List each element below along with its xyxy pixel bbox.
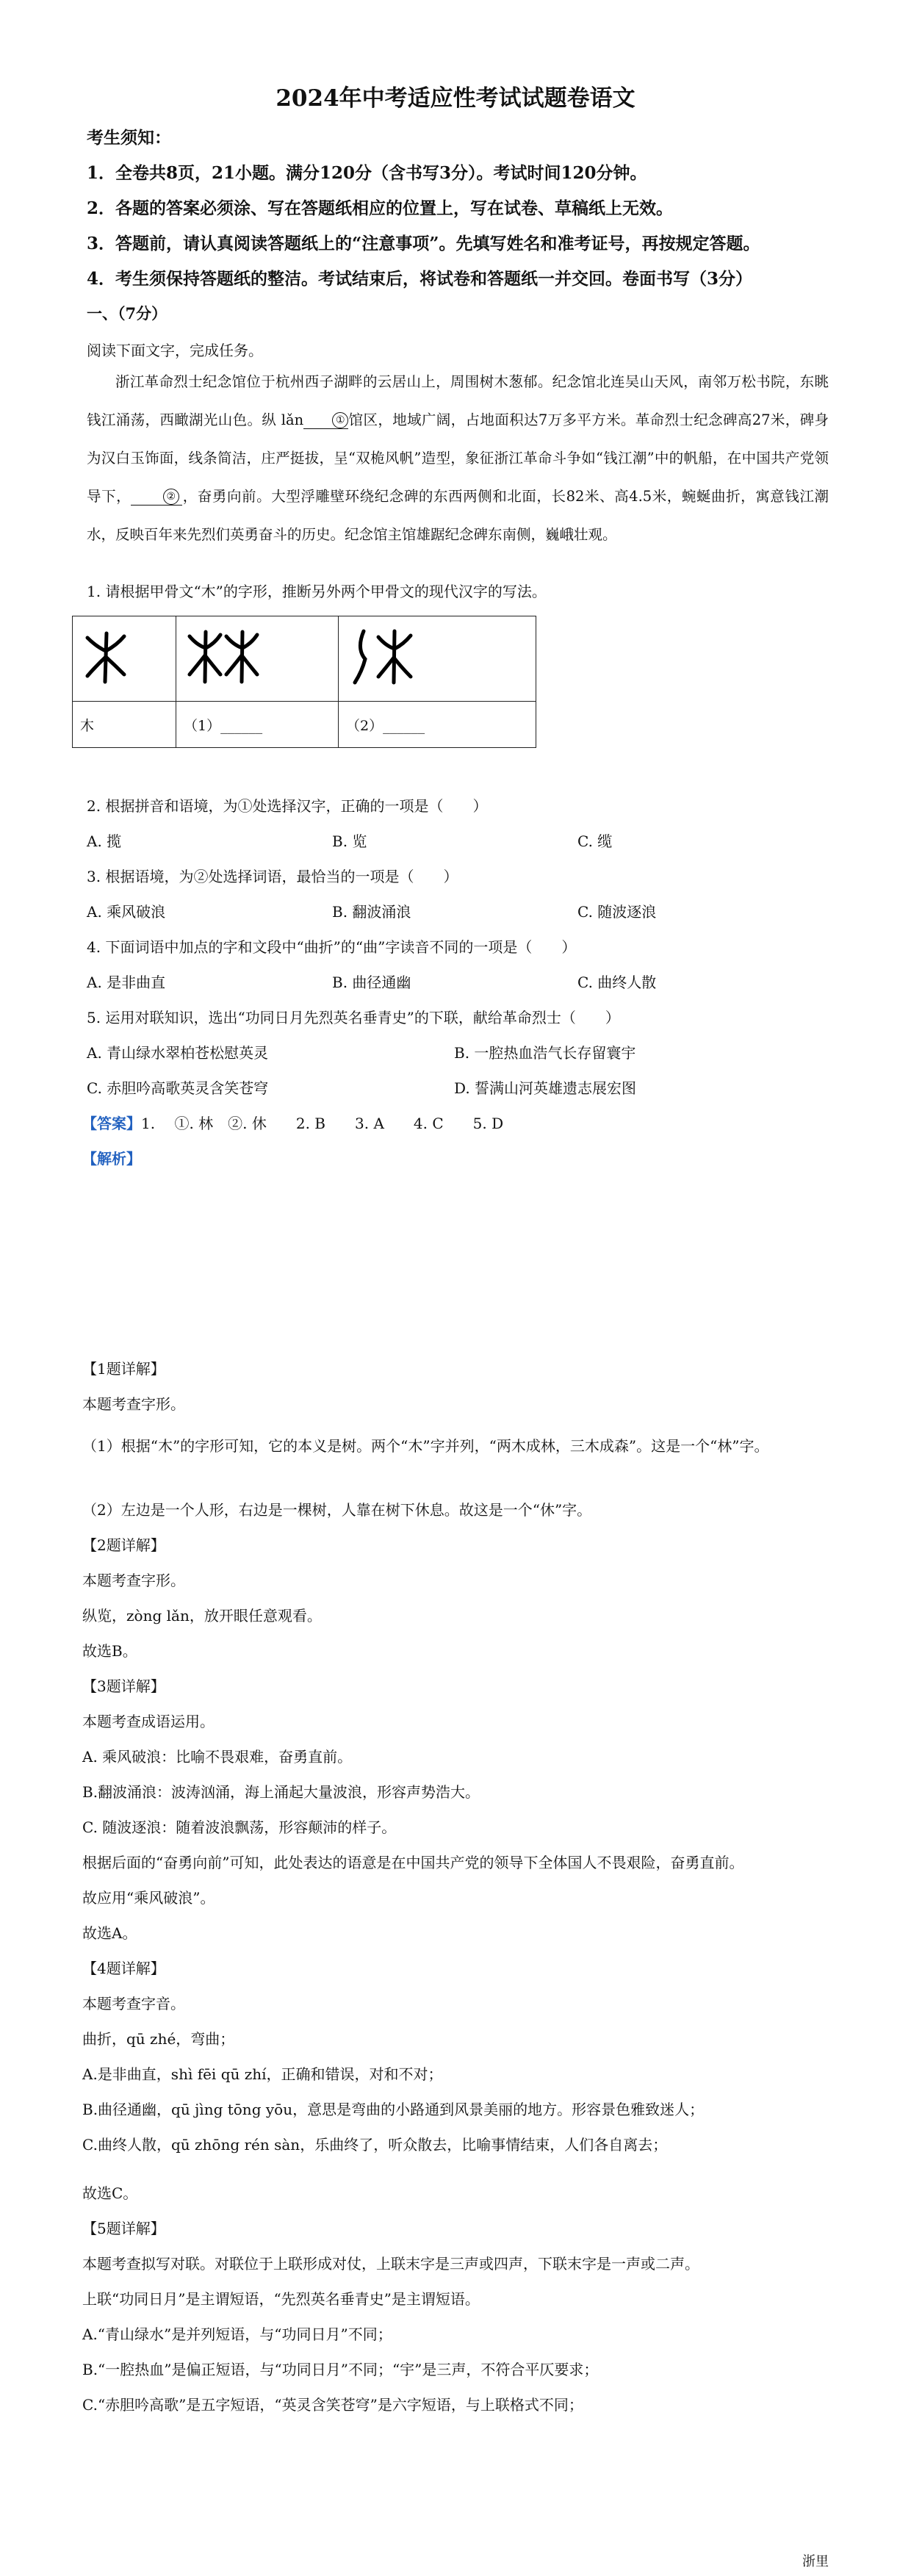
notice-item-3: 3．答题前，请认真阅读答题纸上的“注意事项”。先填写姓名和准考证号，再按规定答题。	[87, 234, 760, 253]
explanation-1-heading: 【1题详解】	[82, 1360, 165, 1378]
oracle-answer-1[interactable]: （1）______	[176, 702, 339, 748]
passage-part-3: ，奋勇向前。大型浮雕壁环绕纪念碑的东西两侧和北面，长82米、高4.5米，蜿蜒曲折，寓意钱江潮水，反映百年来先烈们英勇奋斗的历史。纪念馆主馆雄踞纪念碑东南侧，巍峨壮观。	[87, 488, 829, 543]
q2-prompt: 2. 根据拼音和语境，为①处选择汉字，正确的一项是（ ）	[87, 797, 488, 815]
explanation-5-line: 本题考查拟写对联。对联位于上联形成对仗，上联末字是三声或四声，下联末字是一声或二声。	[82, 2255, 699, 2273]
blank-1-mark: ①	[332, 412, 348, 428]
explanation-4-line: 故选C。	[82, 2184, 138, 2202]
q5-option-d[interactable]: D. 誓满山河英雄遗志展宏图	[454, 1079, 637, 1097]
passage-part-1: 浙江革命烈士纪念馆位于杭州西子湖畔的云居山上，周围树木葱郁。纪念馆北连吴山天风，南邻万松书院，东眺钱江涌荡，西瞰湖光山色。纵 lǎn	[87, 373, 829, 428]
q5-option-a[interactable]: A. 青山绿水翠柏苍松慰英灵	[87, 1044, 269, 1062]
blank-2[interactable]	[131, 489, 182, 506]
q2-option-a[interactable]: A. 揽	[87, 832, 122, 850]
explanation-5-line: A.“青山绿水”是并列短语，与“功同日月”不同；	[82, 2325, 392, 2343]
explanation-5-line: B.“一腔热血”是偏正短语，与“功同日月”不同；“宇”是三声，不符合平仄要求；	[82, 2361, 599, 2378]
oracle-answer-2[interactable]: （2）______	[339, 702, 536, 748]
oracle-mu-glyph	[80, 627, 132, 686]
q5-prompt: 5. 运用对联知识，选出“功同日月先烈英名垂青史”的下联，献给革命烈士（ ）	[87, 1009, 620, 1026]
oracle-cell-1	[73, 616, 176, 702]
q5-option-b[interactable]: B. 一腔热血浩气长存留寰宇	[454, 1044, 636, 1062]
explanation-1-line: 本题考查字形。	[82, 1395, 185, 1413]
q3-option-a[interactable]: A. 乘风破浪	[87, 903, 166, 921]
explanation-3-heading: 【3题详解】	[82, 1677, 165, 1695]
explanation-4-line: 本题考查字音。	[82, 1995, 185, 2012]
q5-option-c[interactable]: C. 赤胆吟高歌英灵含笑苍穹	[87, 1079, 269, 1097]
notice-item-4: 4．考生须保持答题纸的整洁。考试结束后，将试卷和答题纸一并交回。卷面书写（3分）	[87, 269, 753, 289]
notice-item-2: 2．各题的答案必须涂、写在答题纸相应的位置上，写在试卷、草稿纸上无效。	[87, 198, 674, 218]
answer-line	[82, 1112, 503, 1134]
explanation-4-line: A.是非曲直，shì fēi qū zhí，正确和错误，对和不对；	[82, 2065, 443, 2083]
explanation-3-line: C. 随波逐浪：随着波浪飘荡，形容颠沛的样子。	[82, 1818, 397, 1836]
explanation-5-line: C.“赤胆吟高歌”是五字短语，“英灵含笑苍穹”是六字短语，与上联格式不同；	[82, 2396, 583, 2414]
explanation-2-line: 纵览，zòng lǎn，放开眼任意观看。	[82, 1607, 322, 1625]
explanation-3-line: 本题考查成语运用。	[82, 1713, 215, 1730]
explanation-4-heading: 【4题详解】	[82, 1960, 165, 1977]
section-heading: 一、（7分）	[87, 304, 168, 323]
analysis-tag: 【解析】	[82, 1150, 141, 1168]
answer-tag: 【答案】	[82, 1115, 141, 1132]
blank-2-mark: ②	[163, 489, 179, 505]
oracle-cell-2	[176, 616, 339, 702]
explanation-3-line: A. 乘风破浪：比喻不畏艰难，奋勇直前。	[82, 1748, 353, 1766]
passage	[87, 363, 829, 554]
oracle-cell-3	[339, 616, 536, 702]
explanation-3-line: 故选A。	[82, 1924, 137, 1942]
blank-1[interactable]	[303, 412, 348, 429]
page-title: 2024年中考适应性考试试题卷语文	[276, 85, 635, 112]
explanation-1-line: （1）根据“木”的字形可知，它的本义是树。两个“木”字并列，“两木成林，三木成森”。这是一个“林”字。	[82, 1437, 769, 1455]
oracle-table	[72, 616, 536, 748]
section-instruction: 阅读下面文字，完成任务。	[87, 342, 263, 359]
explanation-4-line: B.曲径通幽，qū jìng tōng yōu，意思是弯曲的小路通到风景美丽的地方。形容景色雅致迷人；	[82, 2101, 705, 2118]
q3-prompt: 3. 根据语境，为②处选择词语，最恰当的一项是（ ）	[87, 868, 458, 885]
notice-heading: 考生须知：	[87, 128, 171, 148]
oracle-xiu-glyph	[346, 627, 420, 687]
oracle-label-1: 木	[73, 702, 176, 748]
q2-option-c[interactable]: C. 缆	[577, 832, 613, 850]
explanation-2-line: 故选B。	[82, 1642, 137, 1660]
explanation-4-line: C.曲终人散，qū zhōng rén sàn，乐曲终了，听众散去，比喻事情结束，人们各自离去；	[82, 2136, 668, 2154]
page-footer: 浙里	[802, 2554, 829, 2569]
q4-option-b[interactable]: B. 曲径通幽	[332, 974, 411, 991]
explanation-1-line: （2）左边是一个人形，右边是一棵树，人靠在树下休息。故这是一个“休”字。	[82, 1501, 592, 1519]
q4-option-a[interactable]: A. 是非曲直	[87, 974, 166, 991]
q4-prompt: 4. 下面词语中加点的字和文段中“曲折”的“曲”字读音不同的一项是（ ）	[87, 938, 577, 956]
q4-option-c[interactable]: C. 曲终人散	[577, 974, 657, 991]
q3-option-b[interactable]: B. 翻波涌浪	[332, 903, 411, 921]
oracle-lin-glyph	[184, 627, 264, 686]
explanation-4-line: 曲折，qū zhé，弯曲；	[82, 2030, 235, 2048]
notice-item-1: 1．全卷共8页，21小题。满分120分（含书写3分）。考试时间120分钟。	[87, 163, 647, 183]
q2-option-b[interactable]: B. 览	[332, 832, 367, 850]
q1-prompt: 1. 请根据甲骨文“木”的字形，推断另外两个甲骨文的现代汉字的写法。	[87, 583, 547, 600]
explanation-3-line: 故应用“乘风破浪”。	[82, 1889, 215, 1907]
explanation-2-heading: 【2题详解】	[82, 1536, 165, 1554]
passage-part-2: 馆区，地域广阔，占地面积达7万多平方米。革命烈士纪念碑高27米，碑身为汉白玉饰面，线条简洁，庄严挺拔，呈“双桅风帆”造型，象征浙江革命斗争如“钱江潮”中的帆船，在中国共产党领导下，	[87, 411, 829, 505]
explanation-3-line: B.翻波涌浪：波涛汹涌，海上涌起大量波浪，形容声势浩大。	[82, 1783, 480, 1801]
explanation-5-line: 上联“功同日月”是主谓短语，“先烈英名垂青史”是主谓短语。	[82, 2290, 480, 2308]
explanation-3-line: 根据后面的“奋勇向前”可知，此处表达的语意是在中国共产党的领导下全体国人不畏艰险，奋勇直前。	[82, 1854, 744, 1871]
answer-text: 1. ①. 林 ②. 休 2. B 3. A 4. C 5. D	[141, 1115, 504, 1132]
explanation-5-heading: 【5题详解】	[82, 2220, 165, 2237]
q3-option-c[interactable]: C. 随波逐浪	[577, 903, 657, 921]
explanation-2-line: 本题考查字形。	[82, 1572, 185, 1589]
